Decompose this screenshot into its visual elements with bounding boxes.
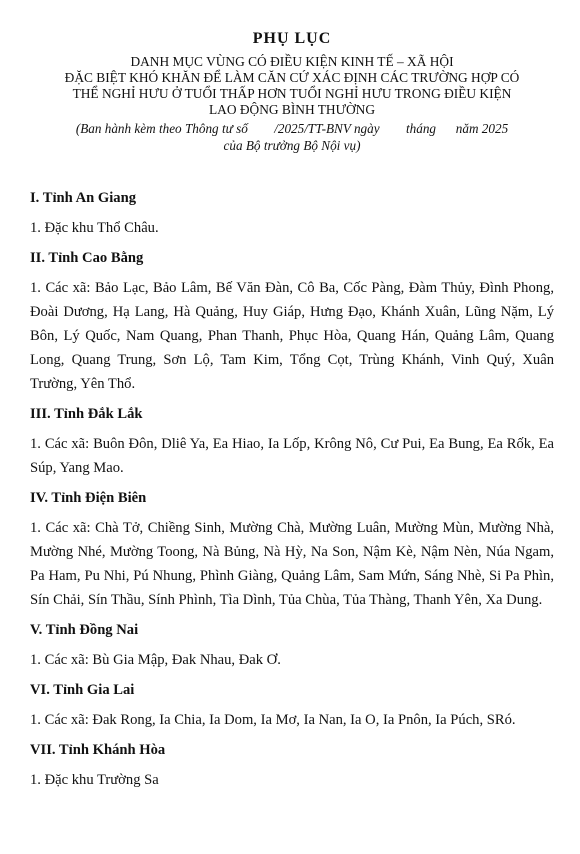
- province-body: 1. Các xã: Bảo Lạc, Bảo Lâm, Bế Văn Đàn, Cô Ba, Cốc Pàng, Đàm Thủy, Đình Phong, Đoài Dương, Hạ Lang, Hà Quảng, Huy Giáp, Hưng Đạo, Khánh Xuân, Lũng Nặm, Lý Bôn, Lý Quốc, Nam Quang, Phan Thanh, Phục Hòa, Quang Hán, Quảng Lâm, Quang Long, Quang Trung, Sơn Lộ, Tam Kim, Tổng Cọt, Trùng Khánh, Vinh Quý, Xuân Trường, Yên Thổ.: [30, 280, 554, 392]
- heading-line: DANH MỤC VÙNG CÓ ĐIỀU KIỆN KINH TẾ – XÃ HỘI: [130, 54, 454, 69]
- province-body: 1. Các xã: Đak Rong, Ia Chia, Ia Dom, Ia Mơ, Ia Nan, Ia O, Ia Pnôn, Ia Púch, SRó.: [30, 712, 516, 728]
- province-section: [30, 678, 554, 732]
- issuance-line: (Ban hành kèm theo Thông tư số /2025/TT-BNV ngày tháng năm 2025: [75, 121, 509, 136]
- province-title: II. Tỉnh Cao Bằng: [30, 250, 144, 266]
- province-section: [30, 738, 554, 792]
- province-section: [30, 402, 554, 480]
- province-body: 1. Đặc khu Thổ Châu.: [30, 220, 159, 236]
- heading-line: ĐẶC BIỆT KHÓ KHĂN ĐỂ LÀM CĂN CỨ XÁC ĐỊNH CÁC TRƯỜNG HỢP CÓ: [64, 70, 520, 85]
- province-section: [30, 186, 554, 240]
- province-section: [30, 486, 554, 612]
- province-title: VII. Tỉnh Khánh Hòa: [30, 742, 166, 758]
- province-list: [30, 186, 554, 792]
- province-body: 1. Các xã: Chà Tở, Chiềng Sinh, Mường Chà, Mường Luân, Mường Mùn, Mường Nhà, Mường Nhé, Mường Toong, Nà Bủng, Nà Hỳ, Na Son, Nậm Kè, Nậm Nèn, Núa Ngam, Pa Ham, Pu Nhi, Pú Nhung, Phình Giàng, Quảng Lâm, Sam Mứn, Sáng Nhè, Si Pa Phìn, Sín Chải, Sín Thầu, Sính Phình, Tìa Dình, Tủa Chùa, Tủa Thàng, Thanh Yên, Xa Dung.: [30, 520, 554, 608]
- issuance-note: [30, 120, 554, 154]
- province-body: 1. Đặc khu Trường Sa: [30, 772, 159, 788]
- province-section: [30, 246, 554, 396]
- province-body: 1. Các xã: Buôn Đôn, Dliê Ya, Ea Hiao, Ia Lốp, Krông Nô, Cư Pui, Ea Bung, Ea Rốk, Ea Súp, Yang Mao.: [30, 436, 554, 476]
- province-section: [30, 618, 554, 672]
- issuance-line: của Bộ trưởng Bộ Nội vụ): [223, 138, 361, 153]
- province-title: VI. Tỉnh Gia Lai: [30, 682, 135, 698]
- province-title: I. Tỉnh An Giang: [30, 190, 136, 206]
- heading-line: THỂ NGHỈ HƯU Ở TUỔI THẤP HƠN TUỔI NGHỈ HƯU TRONG ĐIỀU KIỆN: [72, 86, 512, 101]
- province-title: V. Tỉnh Đồng Nai: [30, 622, 139, 638]
- province-title: III. Tỉnh Đắk Lắk: [30, 406, 143, 422]
- document-heading: [30, 54, 554, 118]
- heading-line: LAO ĐỘNG BÌNH THƯỜNG: [209, 102, 375, 117]
- document-title: PHỤ LỤC: [252, 30, 332, 47]
- province-body: 1. Các xã: Bù Gia Mập, Đak Nhau, Đak Ơ.: [30, 652, 281, 668]
- province-title: IV. Tỉnh Điện Biên: [30, 490, 147, 506]
